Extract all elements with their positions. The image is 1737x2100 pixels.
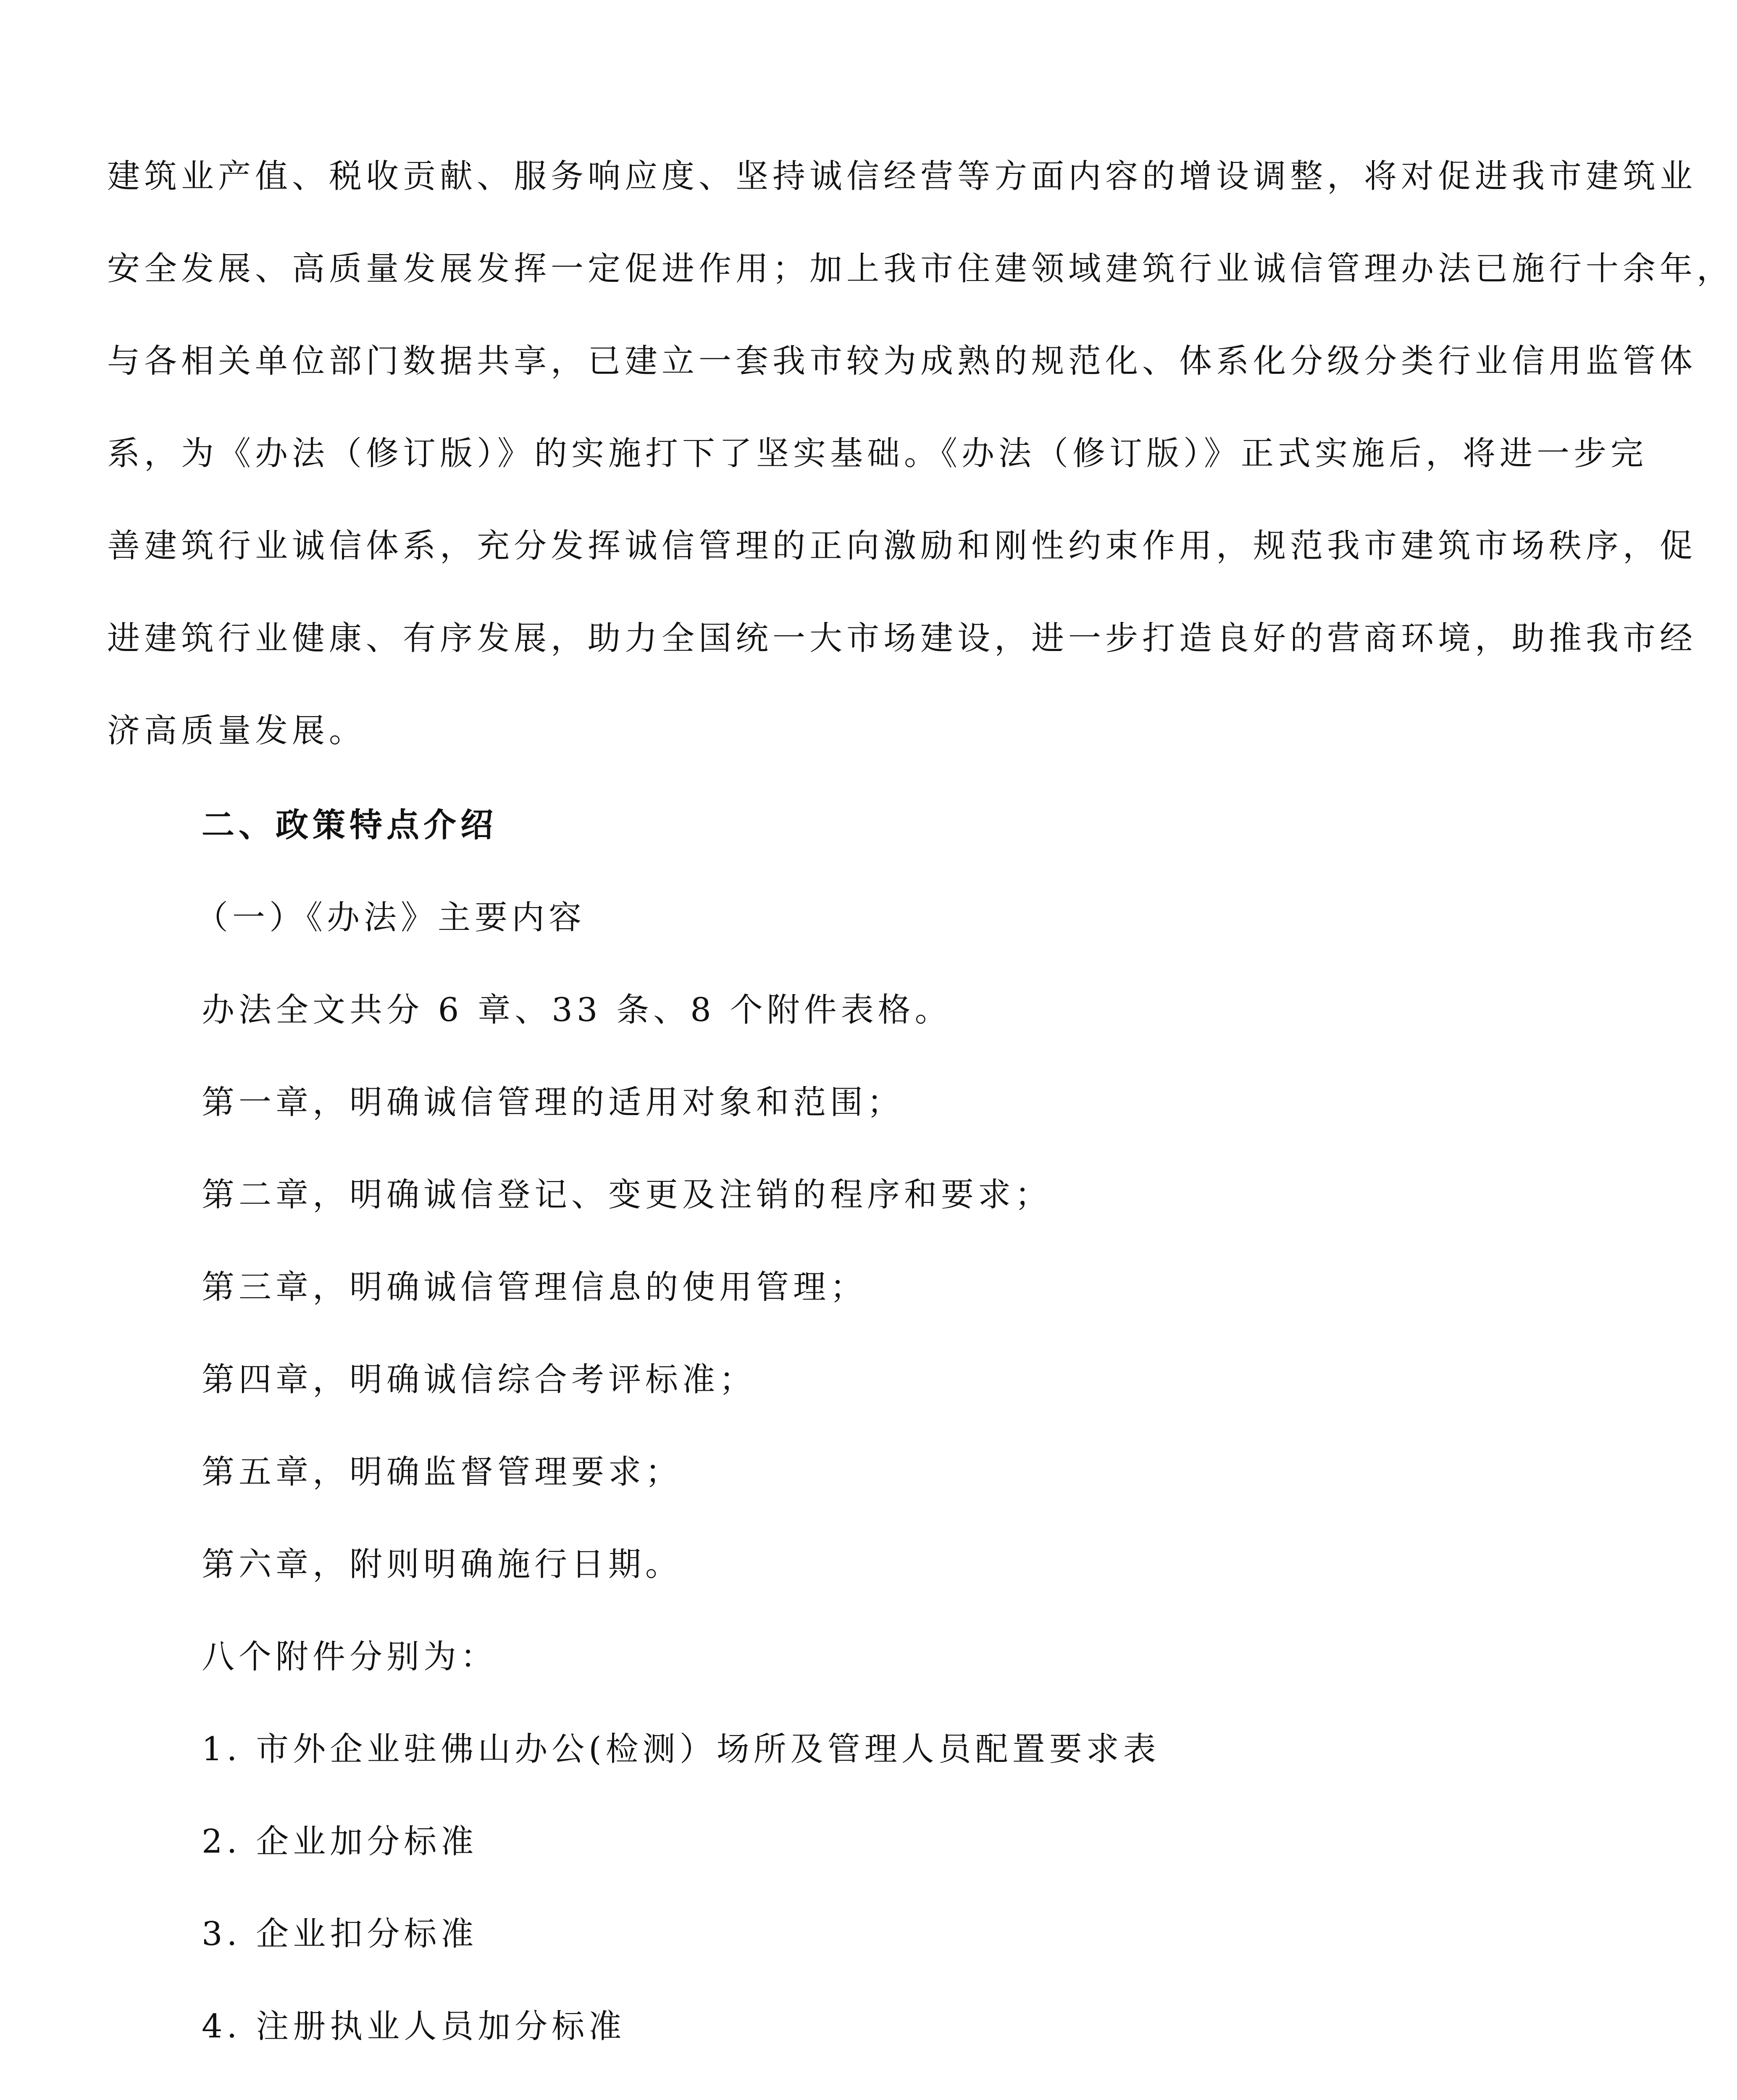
- chapter-item: 第一章，明确诚信管理的适用对象和范围；: [202, 1084, 904, 1121]
- attachment-item: [202, 2098, 625, 2100]
- attachments-intro: 八个附件分别为：: [202, 1638, 498, 1676]
- intro-line: 进建筑行业健康、有序发展，助力全国统一大市场建设，进一步打造良好的营商环境，助推我市经: [107, 620, 1697, 657]
- chapter-item: 第二章，明确诚信登记、变更及注销的程序和要求；: [202, 1176, 1052, 1214]
- chapter-item: 第五章，明确监督管理要求；: [202, 1453, 683, 1491]
- intro-line: 安全发展、高质量发展发挥一定促进作用；加上我市住建领域建筑行业诚信管理办法已施行十余年，: [107, 250, 1734, 288]
- chapter-item: 第三章，明确诚信管理信息的使用管理；: [202, 1268, 867, 1306]
- intro-line: 与各相关单位部门数据共享，已建立一套我市较为成熟的规范化、体系化分级分类行业信用监管体: [107, 342, 1697, 380]
- intro-line: 建筑业产值、税收贡献、服务响应度、坚持诚信经营等方面内容的增设调整，将对促进我市建筑业: [107, 158, 1697, 195]
- chapter-item: 第六章，附则明确施行日期。: [202, 1546, 683, 1583]
- intro-line: 善建筑行业诚信体系，充分发挥诚信管理的正向激励和刚性约束作用，规范我市建筑市场秩序，促: [107, 527, 1697, 565]
- chapter-item: 第四章，明确诚信综合考评标准；: [202, 1361, 757, 1399]
- intro-line: 济高质量发展。: [107, 712, 366, 750]
- subsection-heading: （一）《办法》主要内容: [195, 899, 586, 937]
- intro-paragraph: [107, 130, 1734, 777]
- summary-line: 办法全文共分 6 章、33 条、8 个附件表格。: [202, 991, 952, 1029]
- attachment-item: 2. 企业加分标准: [202, 1823, 478, 1861]
- attachment-item: 3. 企业扣分标准: [202, 1915, 478, 1953]
- attachment-item: 1. 市外企业驻佛山办公(检测）场所及管理人员配置要求表: [202, 1730, 1160, 1768]
- intro-line: 系，为《办法（修订版）》的实施打下了坚实基础。《办法（修订版）》正式实施后，将进一步完: [107, 435, 1648, 472]
- attachment-item: 4. 注册执业人员加分标准: [202, 2008, 626, 2045]
- section-heading: 二、政策特点介绍: [202, 806, 498, 844]
